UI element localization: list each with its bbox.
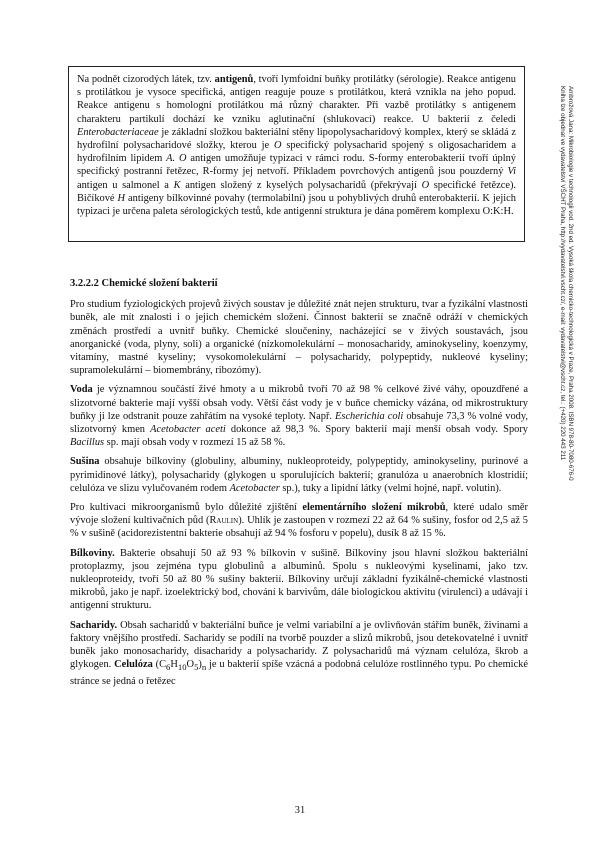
text: Obsah sacharidů v bakteriální buňce je velmi variabilní a je ovlivňován stářím buněk, živinami a faktory vnějšího prostředí. Sacharidy se podílí na tvorbě pouzder a slizů mikrobů, jsou detekovatelné i uvnitř buněk jako monosacharidy, disacharidy a polysacharidy. Z polysacharidů má význam celulóza, škrob a glykogen.	[70, 619, 528, 671]
text: obsahuje bílkoviny (globuliny, albuminy, nukleoproteidy, polypeptidy, aminokyseliny, purinové a pyrimidinové látky), polysacharidy (glykogen u sporulujících bakterií; granulóza u anaerobních klostridií; celulóza ve slizu vylučovaném rodem	[70, 456, 528, 494]
taxon: Escherichia coli	[335, 410, 404, 422]
taxon: Acetobacter aceti	[150, 424, 226, 436]
box-text: antigeny bílkovinné povahy (termolabilní) jsou u pohyblivých druhů enterobakterií. K jejich typizaci je určena paleta sérologických testů, kde antigenní struktura je dána poměrem komplexu O:K:H.	[77, 192, 516, 218]
box-italic: K	[173, 179, 181, 191]
text: sp.), tuky a lipidní látky (velmi hojné, např. volutin).	[279, 482, 502, 494]
term-bilkoviny: Bílkoviny.	[70, 547, 115, 559]
page-number: 31	[294, 805, 306, 816]
box-text: specifické řetězce). Bičíkové	[77, 179, 517, 204]
term-voda: Voda	[70, 384, 93, 396]
paragraph-intro: Pro studium fyziologických projevů živých soustav je důležité znát nejen strukturu, tvar a fyzikální vlastnosti buněk, ale mít znalosti i o jejich chemickém složení. Činnost bakterií se značně odráží v chemických změnách prostředí a uvnitř buňky. Chemické sloučeniny, nacházející se v živých soustavách, jsou anorganické (voda, plyny, soli) a organické (nízkomolekulární – monosacharidy, aminokyseliny, koenzymy, vitamíny, mastné kyseliny; vysokomolekulární – polysacharidy, polypeptidy, nukleové kyseliny; supramolekulární – biomembrány, ribozómy).	[70, 299, 528, 377]
text: obsahuje 73,3 % volné vody, slizotvorný kmen	[70, 410, 528, 436]
term-elementarni: elementárního složení mikrobů	[302, 502, 446, 514]
box-italic: H	[117, 192, 126, 204]
antigen-text-box	[68, 66, 525, 242]
paragraph-kultivace	[70, 501, 528, 541]
citation-sidebar	[548, 86, 584, 606]
box-text: Na podnět cizorodých látek, tzv.	[77, 74, 215, 85]
paragraph-sacharidy	[70, 619, 528, 688]
formula-sub: n	[201, 662, 207, 673]
citation-line: Ambrožová Jana: Mikrobiologie v technologii vod. 2nd ed. Vysoká škola chemicko-technologická v Praze, Praha 2008. ISBN 978-80-7080-676-0	[567, 86, 574, 481]
box-term-antigen: antigenů	[214, 74, 254, 85]
ordering-line: Kniha lze objednat ve vydavatelství VŠCHT Praha, http://vydavatelstvi.vscht.cz/, e-mail: vydavatelstvi@vscht.cz, tel.: (+420) 220 443 211	[559, 86, 566, 461]
section-heading: 3.2.2.2 Chemické složení bakterií	[70, 278, 218, 289]
paragraph-bilkoviny	[70, 547, 528, 613]
paragraph-voda	[70, 383, 528, 449]
box-italic: Vi	[507, 166, 516, 178]
text: je u bakterií spíše vzácná a podobná celulóze rostlinného typu. Po chemické stránce se jedná o řetězec	[70, 659, 528, 687]
box-italic: O	[421, 179, 430, 191]
term-celuloza: Celulóza	[114, 659, 153, 671]
text: sp. mají obsah vody v rozmezí 15 až 58 %.	[104, 437, 286, 449]
text: ). Uhlík je zastoupen v rozmezí 22 až 64 % sušiny, fosfor od 2,5 až 5 % v sušině (acidorezistentní bakterie obsahují až 94 % fosforu v popelu), dusík 8 až 15 %.	[70, 515, 528, 540]
taxon: Bacillus	[70, 437, 105, 449]
paragraph-susina	[70, 455, 528, 495]
author-name: Raulin	[209, 515, 239, 527]
formula-sub: 6	[166, 662, 171, 673]
box-text: specifický polysacharid spojený s oligosacharidem a hydrofilním lipidem	[77, 140, 516, 165]
formula-sub: 5	[194, 662, 199, 673]
formula: O	[186, 659, 195, 671]
taxon: Acetobacter	[229, 482, 280, 494]
box-text: antigen umožňuje typizaci v rámci rodu. S-formy enterobakterií tvoří úplný specifický postranní řetězec, R-formy jej netvoří. Příkladem povrchových antigenů jsou pouzderný	[77, 153, 516, 178]
box-taxon: Enterobacteriaceae	[77, 126, 159, 138]
formula-sub: 10	[177, 662, 187, 673]
text: , které udalo směr vývoje složení kultivačních půd (	[70, 502, 528, 527]
text: Bakterie obsahují 50 až 93 % bílkovin v sušině. Bílkoviny jsou hlavní složkou bakteriální protoplazmy, jsou zejména typu globulinů a albuminů. Spolu s nukleovými kyselinami, jako tzv. nukleoproteidy, tvoří 50 až 80 % sušiny bakterií. Bílkoviny určují základní fyzikálně-chemické vlastnosti mikrobů, jako je např. izoelektrický bod, chování k barvivům, dále biologickou aktivitu (virulenci) a udávají i antigenní strukturu.	[70, 547, 528, 612]
main-body	[70, 277, 528, 694]
formula: H	[170, 659, 178, 671]
text: dokonce až 98,3 %. Spory bakterií mají menší obsah vody. Spory	[225, 424, 528, 436]
formula: (C	[152, 659, 167, 671]
text: Pro kultivaci mikroorganismů bylo důležité zjištění	[70, 502, 303, 514]
text: je významnou součástí živé hmoty a u mikrobů tvoří 70 až 98 % celkové živé váhy, opouzdřené a slizotvorné bakterie mají vyšší obsah vody. Větší část vody je v buňce chemicky vázána, od mikrostruktury buňky ji lze odstranit pouze zahřátím na vysoké teploty. Např.	[70, 384, 528, 422]
box-text: je základní složkou bakteriální stěny lipopolysacharidový komplex, který se skládá z hydrofilní polysacharidové složky, kterou je	[77, 126, 516, 152]
term-sacharidy: Sacharidy.	[70, 619, 118, 631]
box-text: antigen u salmonel a	[77, 179, 174, 191]
box-italic: A. O	[166, 153, 187, 165]
box-text: , tvoří lymfoidní buňky protilátky (sérologie). Reakce antigenu s protilátkou je vysoce specifická, antigen reaguje pouze s protilátkou, která vznikla na jeho popud. Reakce antigenu s homologní protilátkou má různý charakter. Při vazbě protilátky s antigenem charakteru partikulí dochází ke vzniku aglutinační (shlukovací) reakce. U bakterií z čeledi	[77, 74, 517, 125]
term-susina: Sušina	[70, 456, 100, 468]
box-italic: O	[273, 140, 282, 152]
box-text: antigen složený z kyselých polysacharidů (překrývají	[180, 179, 422, 191]
formula: )	[198, 659, 202, 671]
